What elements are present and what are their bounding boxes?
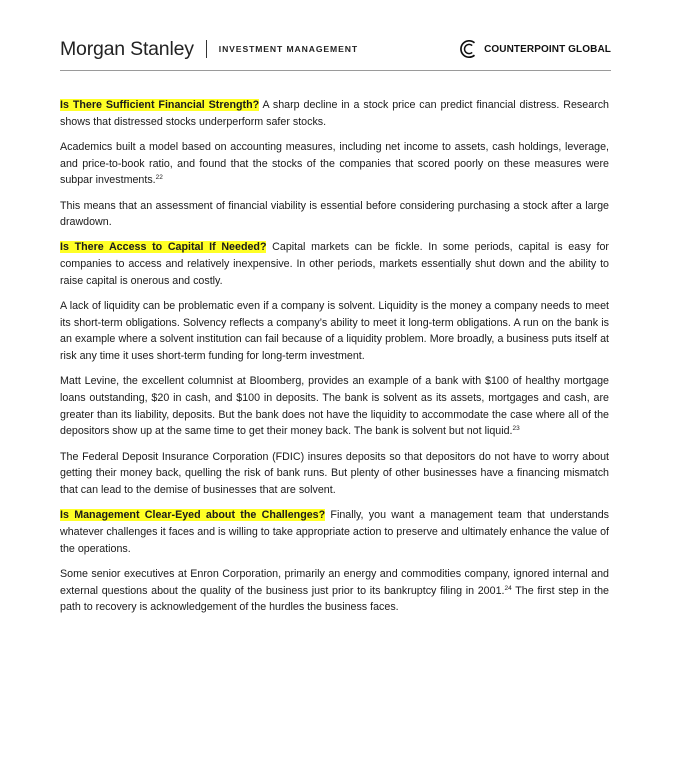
paragraph-text: A sharp decline in a stock price can predict financial distress. Research shows that distressed stocks underperform safer stocks. (60, 99, 609, 128)
paragraph-text: Academics built a model based on accounting measures, including net income to assets, cash holdings, leverage, and price-to-book ratio, and found that the stocks of the companies that scored poorly on these measures were subpar investments. (60, 140, 609, 187)
section-heading: Is There Sufficient Financial Strength? (60, 99, 260, 111)
brand-logo: Morgan Stanley (60, 38, 194, 60)
paragraph-text: Finally, you want a management team that understands whatever challenges it faces and is willing to take appropriate action to preserve and ultimately enhance the value of the operations. (60, 509, 610, 555)
footnote-ref: 23 (512, 425, 520, 433)
footnote-ref: 24 (504, 584, 512, 592)
paragraph-text: The first step in the path to recovery is acknowledgement of the hurdles the business faces. (60, 584, 609, 614)
paragraph (60, 97, 609, 130)
paragraph (60, 198, 609, 231)
paragraph-text: Some senior executives at Enron Corporation, primarily an energy and commodities company, ignored internal and external questions about the quality of the business just prior to its bankruptcy filing in 2001. (60, 567, 609, 597)
header-divider (206, 40, 207, 58)
page-header (60, 34, 611, 64)
partner-logo (458, 39, 611, 59)
partner-name: COUNTERPOINT GLOBAL (484, 43, 611, 55)
division-label: INVESTMENT MANAGEMENT (218, 44, 358, 54)
paragraph (60, 239, 609, 289)
footnote-ref: 22 (155, 174, 163, 182)
paragraph (60, 566, 609, 616)
paragraph (60, 298, 609, 365)
paragraph (60, 139, 609, 189)
article-body (60, 97, 609, 624)
paragraph-text: Capital markets can be fickle. In some periods, capital is easy for companies to access and relatively inexpensive. In other periods, markets essentially shut down and the ability to raise capital is onerous and costly. (60, 241, 609, 287)
paragraph-text: A lack of liquidity can be problematic even if a company is solvent. Liquidity is the money a company needs to meet its short-term obligations. Solvency reflects a company’s ability to meet it long-term obligations. A run on the bank is an example where a solvent institution can fail because of a liquidity problem. More broadly, a business puts itself at risk any time it uses short-term funding for long-term investment. (60, 300, 609, 363)
paragraph (60, 373, 609, 440)
section-heading: Is Management Clear-Eyed about the Challenges? (60, 509, 326, 522)
paragraph-text: This means that an assessment of financial viability is essential before considering purchasing a stock after a large drawdown. (60, 199, 609, 229)
section-heading: Is There Access to Capital If Needed? (60, 241, 267, 254)
paragraph (60, 507, 609, 557)
paragraph (60, 449, 609, 499)
header-rule (60, 70, 611, 71)
paragraph-text: The Federal Deposit Insurance Corporation (FDIC) insures deposits so that depositors do not have to worry about getting their money back, quelling the risk of bank runs. But plenty of other businesses have a financing mismatch that can lead to the demise of businesses that are solvent. (60, 450, 609, 497)
paragraph-text: Matt Levine, the excellent columnist at Bloomberg, provides an example of a bank with $100 of healthy mortgage loans outstanding, $20 in cash, and $100 in deposits. The bank is solvent as its assets, mortgages and cash, are greater than its liability, deposits. But the bank does not have the liquidity to accommodate the case where all of the depositors show up at the same time to get their money back. The bank is solvent but not liquid. (60, 375, 609, 438)
counterpoint-logo-icon (458, 39, 480, 59)
